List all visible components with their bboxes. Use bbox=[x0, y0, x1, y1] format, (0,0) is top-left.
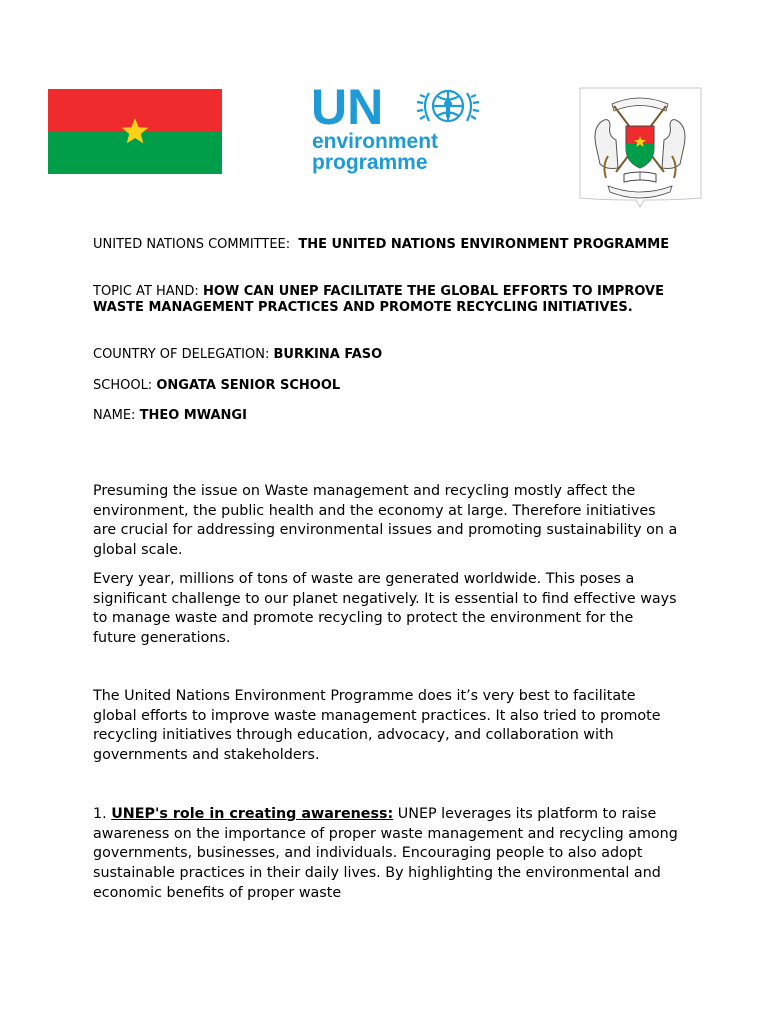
topic-label: TOPIC AT HAND: bbox=[93, 284, 199, 299]
section-text: UNEP leverages its platform to raise awareness on the importance of proper waste management and recycling among governments, businesses, and individuals. Encouraging people to also adopt sustainable practices in their daily lives. By highlighting the environmental and economic benefits of proper waste bbox=[93, 806, 678, 901]
flag-star-icon bbox=[48, 89, 222, 174]
paragraph-2: Every year, millions of tons of waste are generated worldwide. This poses a significant challenge to our planet negatively. It is essential to find effective ways to manage waste and promote recycling to protect the environment for the future generations. bbox=[93, 571, 677, 647]
section-heading: UNEP's role in creating awareness: bbox=[111, 806, 394, 822]
unep-logo-programme: programme bbox=[312, 151, 428, 174]
unep-logo bbox=[311, 79, 486, 177]
coat-of-arms-icon bbox=[578, 86, 703, 208]
country-label: COUNTRY OF DELEGATION: bbox=[93, 347, 270, 362]
unep-logo-environment: environment bbox=[312, 130, 439, 153]
name-line bbox=[93, 408, 673, 424]
school-value: ONGATA SENIOR SCHOOL bbox=[156, 378, 341, 393]
list-number: 1. bbox=[93, 806, 107, 822]
paragraph-4 bbox=[93, 805, 678, 904]
committee-value: THE UNITED NATIONS ENVIRONMENT PROGRAMME bbox=[298, 237, 670, 252]
committee-line bbox=[93, 237, 673, 253]
country-line bbox=[93, 347, 673, 363]
unep-logo-un: UN bbox=[311, 79, 384, 135]
country-value: BURKINA FASO bbox=[273, 347, 383, 362]
un-emblem-icon bbox=[415, 85, 481, 129]
paragraph-3: The United Nations Environment Programme does it’s very best to facilitate global efforts to improve waste management practices. It also tried to promote recycling initiatives through education, advocacy, and collaboration with governments and stakeholders. bbox=[93, 688, 661, 764]
topic-value: HOW CAN UNEP FACILITATE THE GLOBAL EFFORTS TO IMPROVE WASTE MANAGEMENT PRACTICES AND PROMOTE RECYCLING INITIATIVES. bbox=[93, 284, 664, 315]
school-label: SCHOOL: bbox=[93, 378, 153, 393]
name-label: NAME: bbox=[93, 408, 136, 423]
name-value: THEO MWANGI bbox=[139, 408, 247, 423]
paragraph-1: Presuming the issue on Waste management and recycling mostly affect the environment, the public health and the economy at large. Therefore initiatives are crucial for addressing environmental issues and promoting sustainability on a global scale. bbox=[93, 483, 678, 559]
topic-line bbox=[93, 284, 673, 316]
school-line bbox=[93, 378, 673, 394]
committee-label: UNITED NATIONS COMMITTEE: bbox=[93, 237, 291, 252]
burkina-faso-flag bbox=[48, 89, 222, 174]
